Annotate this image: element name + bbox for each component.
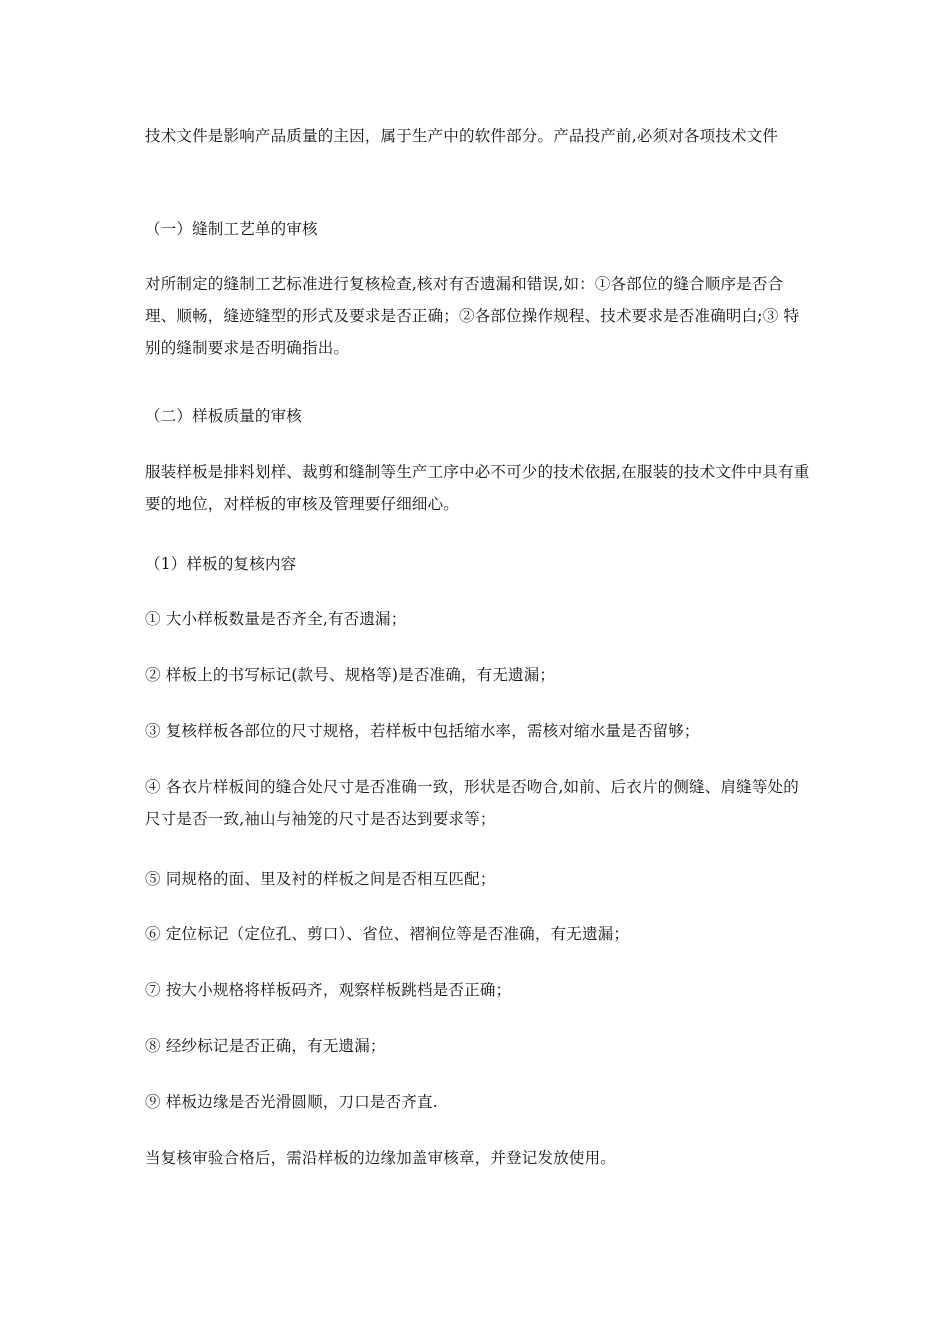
list-item-1: ① 大小样板数量是否齐全,有否遗漏； xyxy=(145,610,407,628)
list-item-2: ② 样板上的书写标记(款号、规格等)是否准确，有无遗漏； xyxy=(145,666,556,684)
list-item-4: ④ 各衣片样板间的缝合处尺寸是否准确一致，形状是否吻合,如前、后衣片的侧缝、肩缝等处的尺寸是否一致,袖山与袖笼的尺寸是否达到要求等； xyxy=(145,778,799,828)
paragraph-intro: 技术文件是影响产品质量的主因，属于生产中的软件部分。产品投产前,必须对各项技术文件 xyxy=(145,127,779,145)
paragraph-conclusion: 当复核审验合格后，需沿样板的边缘加盖审核章，并登记发放使用。 xyxy=(145,1149,617,1167)
paragraph-pattern-intro: 服装样板是排料划样、裁剪和缝制等生产工序中必不可少的技术依据,在服装的技术文件中具有重要的地位，对样板的审核及管理要仔细细心。 xyxy=(145,463,810,513)
list-item-9: ⑨ 样板边缘是否光滑圆顺，刀口是否齐直. xyxy=(145,1093,438,1111)
heading-sewing-process-review: （一）缝制工艺单的审核 xyxy=(145,220,318,238)
list-item-6: ⑥ 定位标记（定位孔、剪口）、省位、褶裥位等是否准确，有无遗漏； xyxy=(145,925,630,943)
list-item-8: ⑧ 经纱标记是否正确，有无遗漏； xyxy=(145,1037,386,1055)
list-item-3: ③ 复核样板各部位的尺寸规格，若样板中包括缩水率，需核对缩水量是否留够； xyxy=(145,722,700,740)
heading-pattern-recheck-content: （1）样板的复核内容 xyxy=(145,555,297,573)
paragraph-sewing-review: 对所制定的缝制工艺标准进行复核检查,核对有否遗漏和错误,如：①各部位的缝合顺序是否合理、顺畅，缝迹缝型的形式及要求是否正确；②各部位操作规程、技术要求是否准确明白;③ 特别的缝制要求是否明确指出。 xyxy=(145,275,800,357)
heading-pattern-quality-review: （二）样板质量的审核 xyxy=(145,407,303,425)
list-item-5: ⑤ 同规格的面、里及衬的样板之间是否相互匹配； xyxy=(145,870,496,888)
list-item-7: ⑦ 按大小规格将样板码齐，观察样板跳档是否正确； xyxy=(145,981,512,999)
